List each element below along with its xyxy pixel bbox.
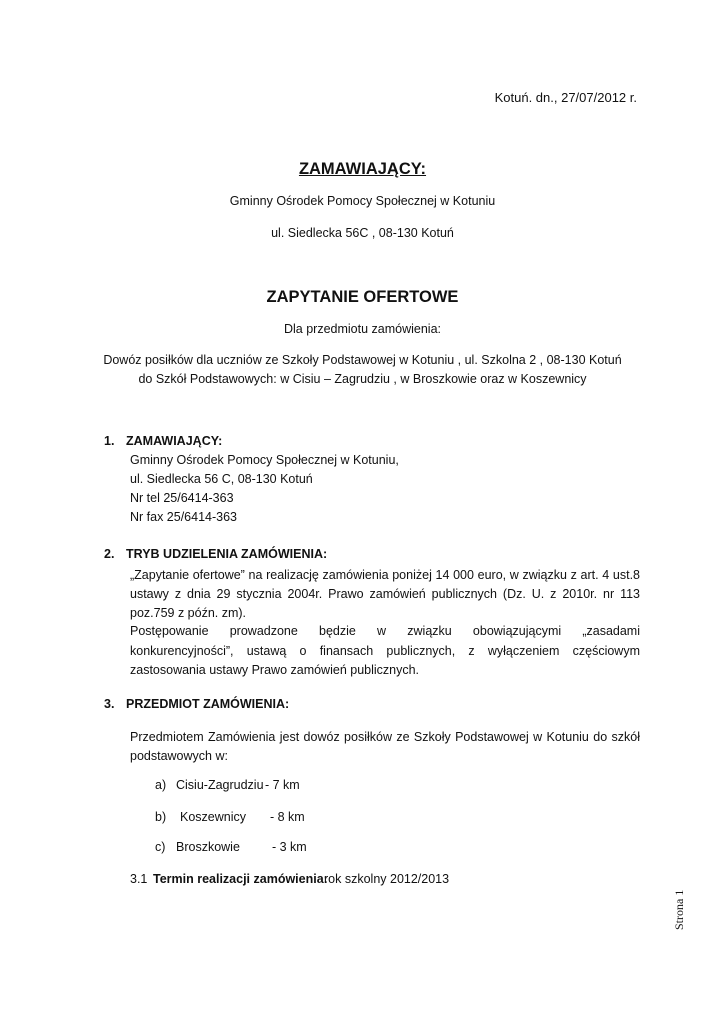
section-2-paragraph-2: Postępowanie prowadzone będzie w związku obowiązującymi „zasadami konkurencyjności”, ustawą o finansach publicznych, z wyłączeniem częściowym zastosowania ustawy Prawo zamówień publicznych. <box>130 624 640 677</box>
subsection-3-1-value: rok szkolny 2012/2013 <box>324 872 450 886</box>
list-item-place: Cisiu-Zagrudziu <box>176 778 264 792</box>
section-1-line: Nr tel 25/6414-363 <box>130 491 234 505</box>
orderer-title: ZAMAWIAJĄCY: <box>298 160 427 178</box>
section-1-line: Nr fax 25/6414-363 <box>130 510 238 524</box>
subsection-3-1-number: 3.1 <box>130 872 148 886</box>
list-item-marker: a) <box>155 778 167 792</box>
inquiry-subject-line1: Dowóz posiłków dla uczniów ze Szkoły Podstawowej w Kotuniu , ul. Szkolna 2 , 08-130 Kotuń <box>103 353 622 367</box>
page-number-label: Strona 1 <box>672 889 686 930</box>
list-item-distance: - 8 km <box>270 810 305 824</box>
inquiry-subject-line2: do Szkół Podstawowych: w Cisiu – Zagrudziu , w Broszkowie oraz w Koszewnicy <box>138 372 587 386</box>
inquiry-subtitle: Dla przedmiotu zamówienia: <box>283 322 441 336</box>
list-item-marker: c) <box>155 840 166 854</box>
section-1-heading: ZAMAWIAJĄCY: <box>126 434 223 448</box>
orderer-address: ul. Siedlecka 56C , 08-130 Kotuń <box>271 226 454 240</box>
list-item-place: Koszewnicy <box>180 810 246 824</box>
list-item-place: Broszkowie <box>176 840 240 854</box>
inquiry-title: ZAPYTANIE OFERTOWE <box>266 288 459 306</box>
orderer-name: Gminny Ośrodek Pomocy Społecznej w Kotuniu <box>229 194 496 208</box>
section-3-heading: PRZEDMIOT ZAMÓWIENIA: <box>126 697 290 711</box>
list-item-marker: b) <box>155 810 167 824</box>
section-2-heading: TRYB UDZIELENIA ZAMÓWIENIA: <box>126 547 328 561</box>
section-1-line: Gminny Ośrodek Pomocy Społecznej w Kotuniu, <box>130 453 399 467</box>
list-item-distance: - 7 km <box>265 778 300 792</box>
section-3-intro: Przedmiotem Zamówienia jest dowóz posiłków ze Szkoły Podstawowej w Kotuniu do szkół podstawowych w: <box>130 730 640 763</box>
section-1-line: ul. Siedlecka 56 C, 08-130 Kotuń <box>130 472 313 486</box>
list-item-distance: - 3 km <box>272 840 307 854</box>
section-3-number: 3. <box>104 697 115 711</box>
section-2-number: 2. <box>104 547 115 561</box>
section-2-paragraph-1: „Zapytanie ofertowe” na realizację zamówienia poniżej 14 000 euro, w związku z art. 4 ust.8 ustawy z dnia 29 stycznia 2004r. Prawo zamówień publicznych (Dz. U. z 2010r. nr 113 poz.759 z późn. zm). <box>130 568 640 620</box>
date-line: Kotuń. dn., 27/07/2012 r. <box>494 90 637 105</box>
section-1-number: 1. <box>104 434 115 448</box>
subsection-3-1-label: Termin realizacji zamówienia: <box>153 872 328 886</box>
